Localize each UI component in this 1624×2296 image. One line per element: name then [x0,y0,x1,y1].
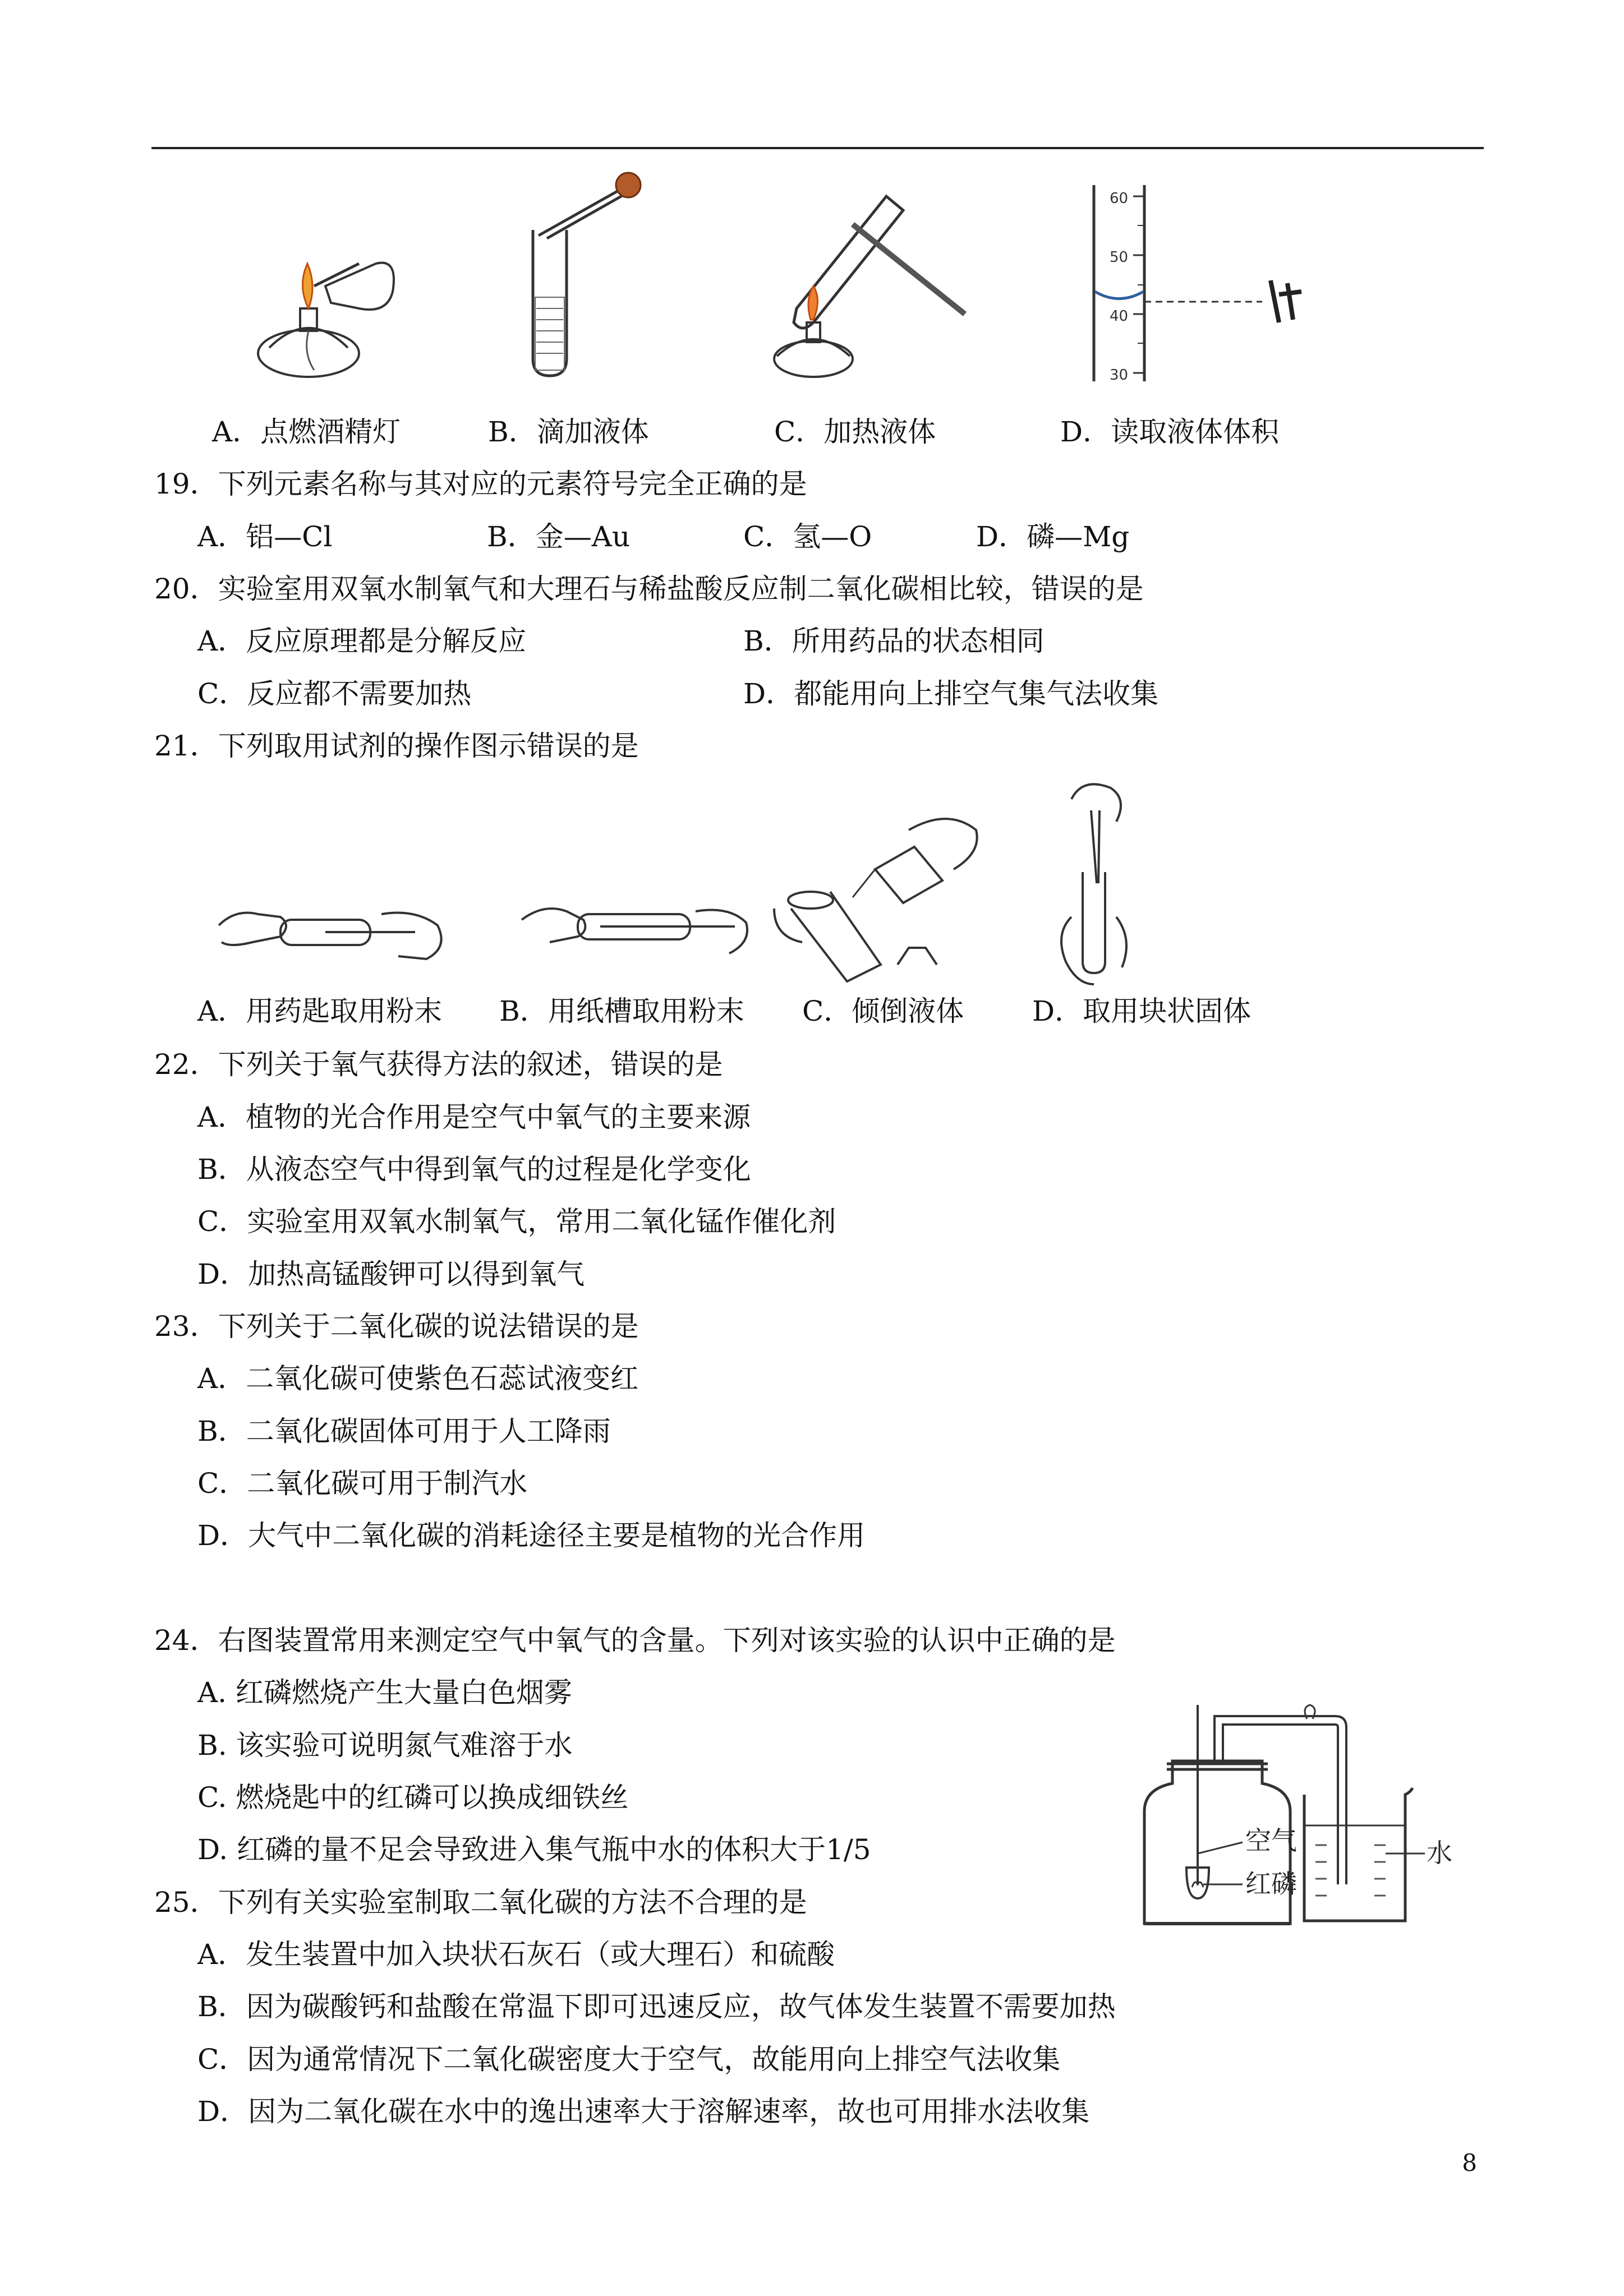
label-air: 空气 [1245,1825,1297,1856]
q24-stem: 24．右图装置常用来测定空气中氧气的含量。下列对该实验的认识中正确的是 [154,1624,1116,1657]
label-water: 水 [1427,1838,1452,1868]
q25-option-c: C．因为通常情况下二氧化碳密度大于空气，故能用向上排空气法收集 [197,2043,1061,2076]
q18-option-b: B．滴加液体 [488,416,649,448]
q18-option-a: A．点燃酒精灯 [212,416,401,448]
q24-option-c: C. 燃烧匙中的红磷可以换成细铁丝 [197,1781,629,1814]
q23-stem: 23．下列关于二氧化碳的说法错误的是 [154,1310,639,1343]
graduated-cylinder-reading-figure [1077,179,1324,387]
q25-option-d: D．因为二氧化碳在水中的逸出速率大于溶解速率，故也可用排水法收集 [197,2095,1090,2128]
taking-block-solid-figure [1038,777,1161,990]
q21-option-d: D．取用块状固体 [1032,995,1252,1027]
q24-option-d: D. 红磷的量不足会导致进入集气瓶中水的体积大于1/5 [197,1833,871,1866]
q21-option-c: C．倾倒液体 [802,995,964,1027]
label-red-phosphorus: 红磷 [1245,1869,1297,1899]
q19-option-c: C．氢—O [743,520,872,553]
q24-option-b: B. 该实验可说明氮气难溶于水 [197,1729,573,1762]
paper-trough-powder-figure [516,875,752,987]
q21-option-b: B．用纸槽取用粉末 [499,995,744,1027]
q20-option-d: D．都能用向上排空气集气法收集 [743,677,1159,710]
q22-option-a: A．植物的光合作用是空气中氧气的主要来源 [197,1101,751,1133]
q22-option-c: C．实验室用双氧水制氧气，常用二氧化锰作催化剂 [197,1205,836,1238]
q20-option-b: B．所用药品的状态相同 [743,625,1045,657]
q22-option-b: B．从液态空气中得到氧气的过程是化学变化 [197,1153,751,1186]
medicine-spoon-powder-figure [213,875,449,987]
q22-stem: 22．下列关于氧气获得方法的叙述，错误的是 [154,1048,723,1081]
q20-option-a: A．反应原理都是分解反应 [197,625,527,657]
q23-option-a: A．二氧化碳可使紫色石蕊试液变红 [197,1362,639,1395]
q20-option-c: C．反应都不需要加热 [197,677,472,710]
pouring-liquid-figure [769,796,987,987]
page-number: 8 [1462,2149,1477,2177]
alcohol-lamp-lighting-figure [247,224,415,387]
q23-option-b: B．二氧化碳固体可用于人工降雨 [197,1415,611,1447]
header-rule [151,147,1484,149]
q19-option-b: B．金—Au [487,520,631,553]
cylinder-tick-40: 40 [1110,308,1129,325]
q19-option-d: D．磷—Mg [976,520,1130,553]
q25-option-a: A．发生装置中加入块状石灰石（或大理石）和硫酸 [197,1938,835,1971]
q21-stem: 21．下列取用试剂的操作图示错误的是 [154,730,639,762]
q25-stem: 25．下列有关实验室制取二氧化碳的方法不合理的是 [154,1886,807,1919]
cylinder-tick-30: 30 [1110,367,1129,384]
oxygen-content-apparatus-figure [1133,1699,1470,1935]
q21-option-a: A．用药匙取用粉末 [197,995,443,1027]
dropper-test-tube-figure [516,168,651,381]
q19-option-a: A．铝—Cl [197,520,333,553]
q19-stem: 19．下列元素名称与其对应的元素符号完全正确的是 [154,468,807,500]
q23-option-d: D．大气中二氧化碳的消耗途径主要是植物的光合作用 [197,1519,866,1552]
q23-option-c: C．二氧化碳可用于制汽水 [197,1467,528,1500]
q25-option-b: B．因为碳酸钙和盐酸在常温下即可迅速反应，故气体发生装置不需要加热 [197,1990,1116,2023]
heating-liquid-figure [757,179,970,381]
q18-option-d: D．读取液体体积 [1060,416,1280,448]
q18-option-c: C．加热液体 [774,416,936,448]
cylinder-tick-60: 60 [1110,190,1129,207]
cylinder-tick-50: 50 [1110,249,1129,266]
q22-option-d: D．加热高锰酸钾可以得到氧气 [197,1258,585,1290]
q24-option-a: A. 红磷燃烧产生大量白色烟雾 [197,1676,572,1709]
q20-stem: 20．实验室用双氧水制氧气和大理石与稀盐酸反应制二氧化碳相比较，错误的是 [154,573,1144,605]
